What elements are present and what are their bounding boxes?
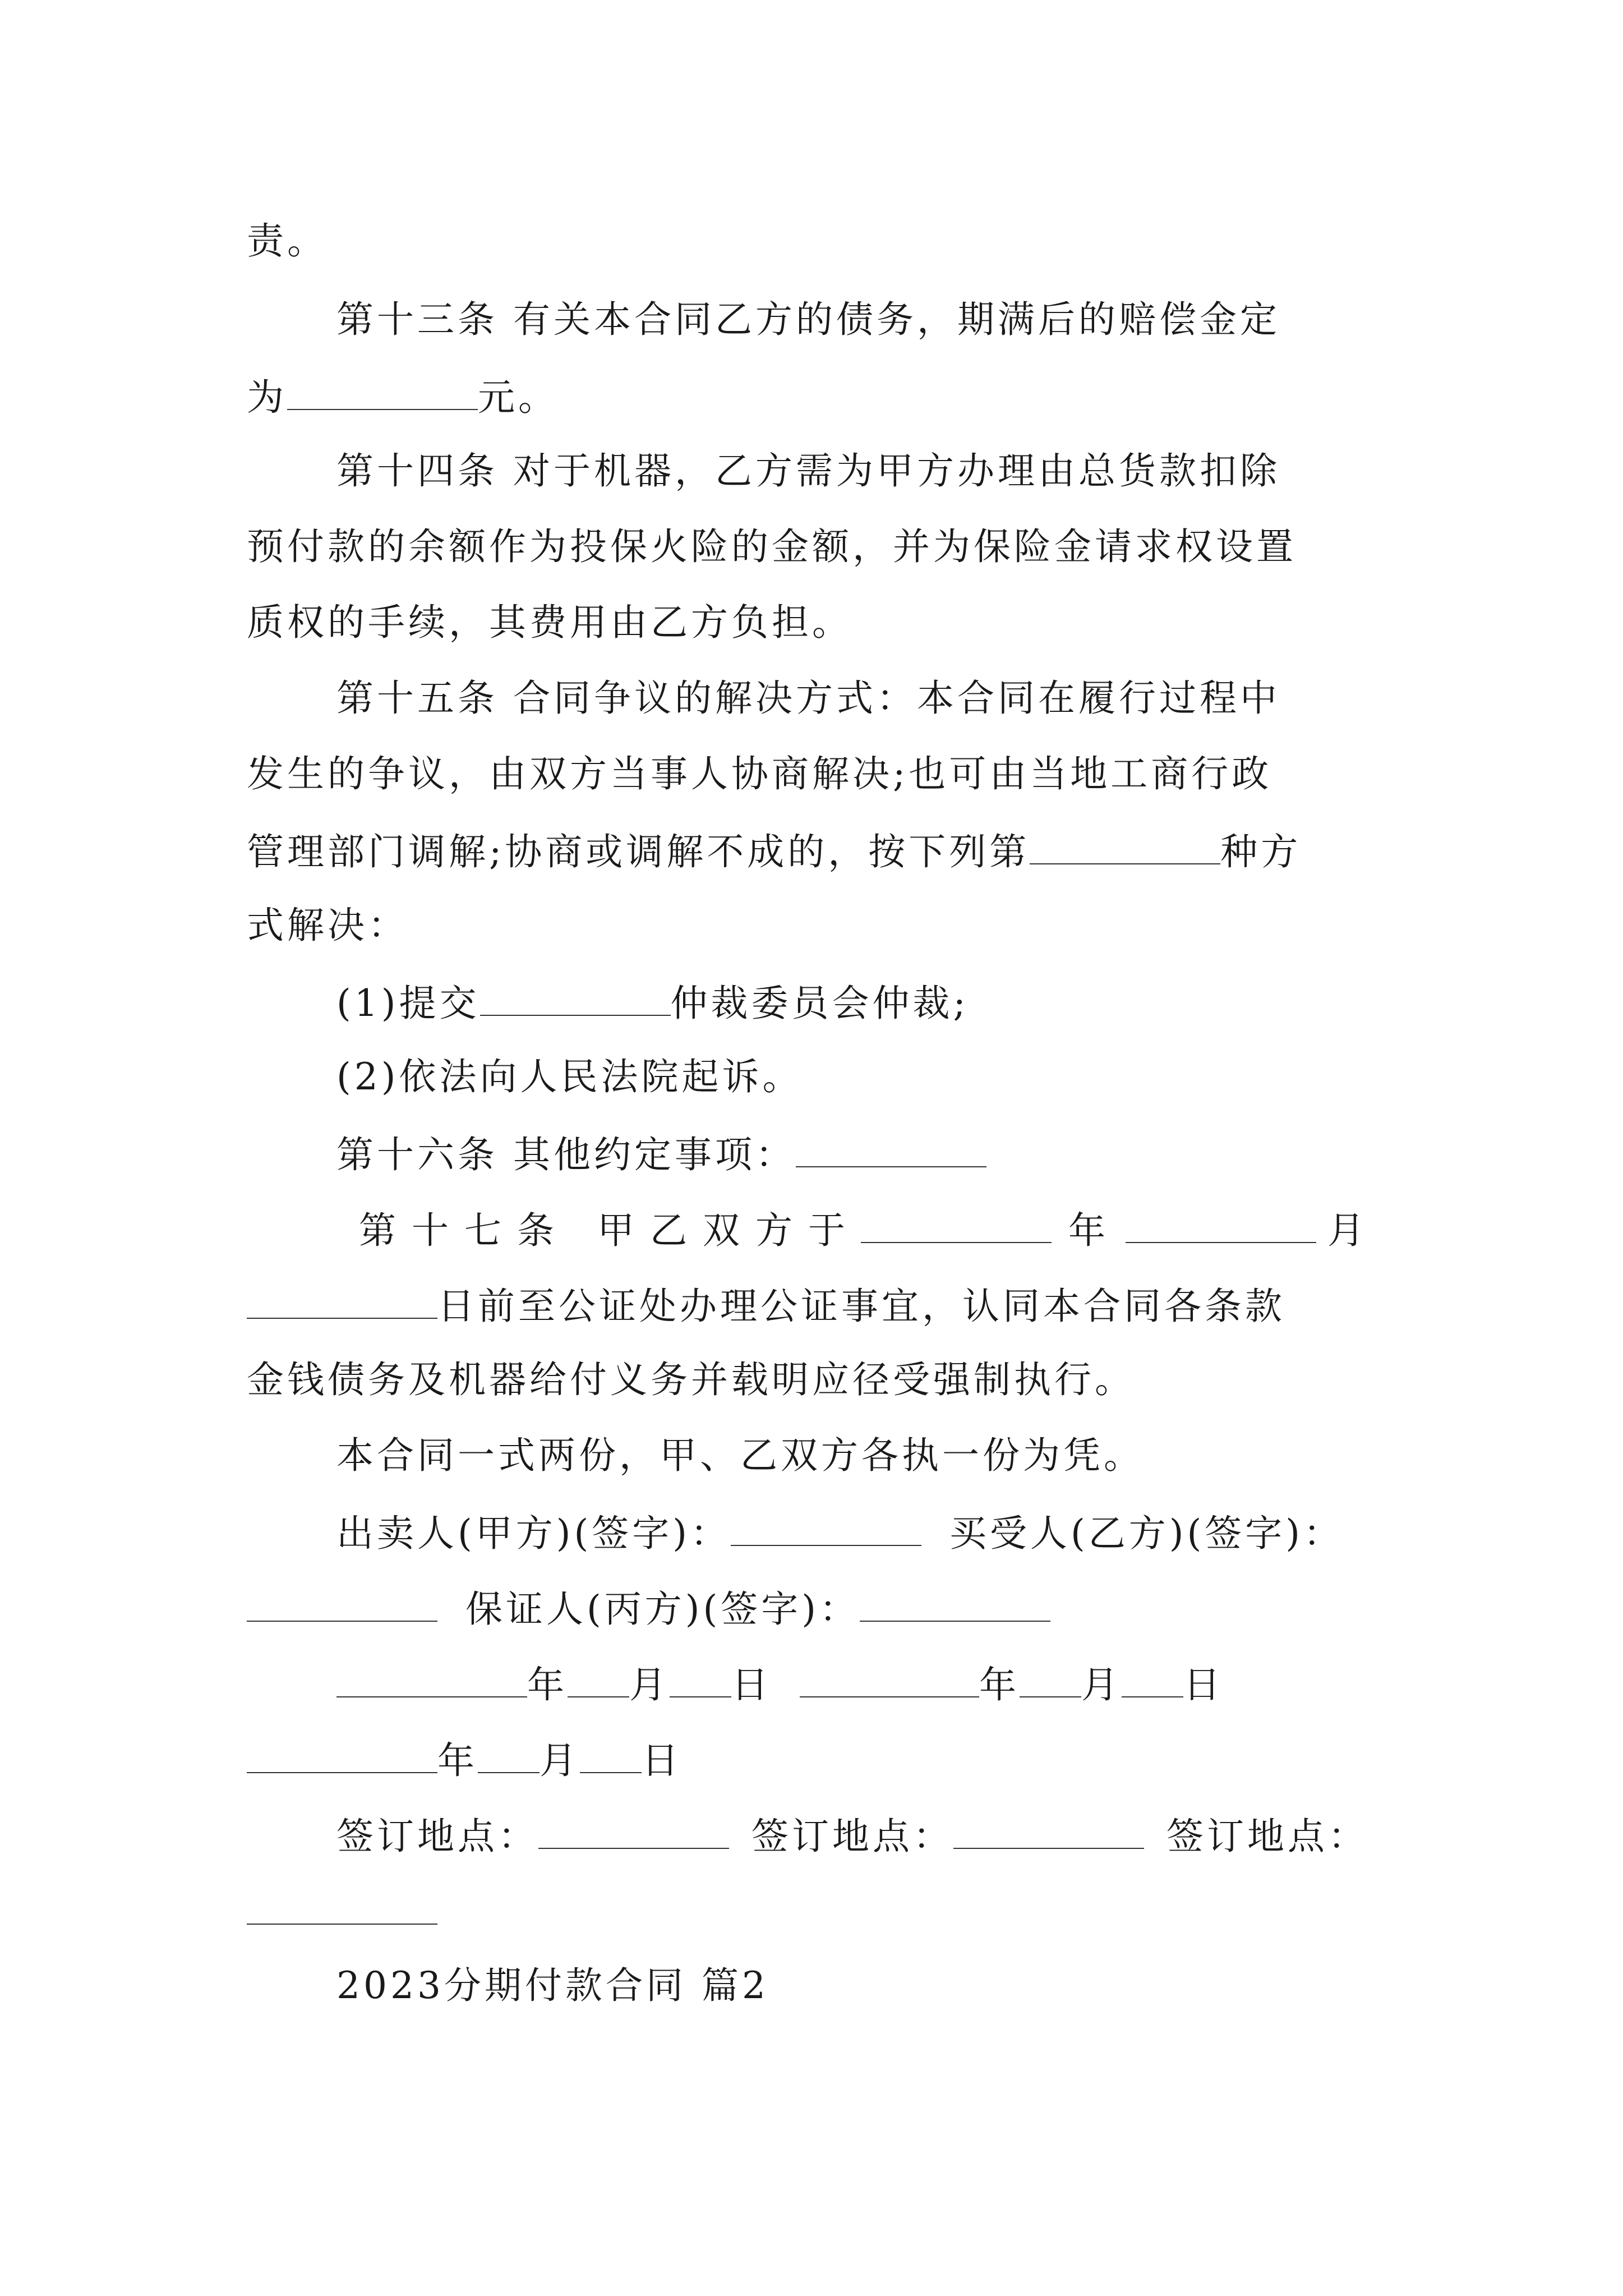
fill-blank	[247, 1888, 437, 1925]
text-line: 第十三条 有关本合同乙方的债务，期满后的赔偿金定	[336, 298, 1280, 341]
year-label: 年	[527, 1663, 568, 1706]
text-fragment: 日前至公证处办理公证事宜，认同本合同各条款	[437, 1285, 1285, 1328]
text-line: 发生的争议，由双方当事人协商解决;也可由当地工商行政	[247, 752, 1272, 795]
fill-blank	[800, 1660, 979, 1697]
text-line: 金钱债务及机器给付义务并载明应径受强制执行。	[247, 1358, 1135, 1401]
text-line	[247, 1282, 1285, 1329]
text-fragment: 签订地点：	[751, 1815, 953, 1858]
fill-blank	[247, 1585, 437, 1622]
text-fragment: 为	[247, 376, 287, 419]
text-fragment: 买受人(乙方)(签字)：	[949, 1512, 1344, 1555]
text-fragment: 第十七条 甲乙双方于	[359, 1209, 861, 1252]
fill-blank	[861, 1206, 1052, 1243]
text-fragment: 出卖人(甲方)(签字)：	[336, 1512, 731, 1555]
fill-blank	[1126, 1206, 1316, 1243]
year-label: 年	[979, 1663, 1020, 1706]
text-line: 责。	[247, 219, 328, 263]
text-fragment: 保证人(丙方)(签字)：	[465, 1588, 860, 1631]
text-line	[359, 1206, 1368, 1253]
fill-blank	[953, 1812, 1144, 1849]
text-line: 第十四条 对于机器，乙方需为甲方办理由总货款扣除	[336, 449, 1280, 493]
fill-blank	[1122, 1660, 1183, 1697]
text-fragment: 月	[1327, 1209, 1368, 1252]
text-line: (2)依法向人民法院起诉。	[336, 1055, 803, 1098]
month-label: 月	[540, 1739, 580, 1782]
text-line	[247, 1585, 1050, 1632]
day-label: 日	[642, 1739, 682, 1782]
fill-blank	[670, 1660, 731, 1697]
text-line	[336, 1130, 986, 1177]
text-line	[247, 1888, 437, 1935]
text-fragment: 年	[1068, 1209, 1109, 1252]
month-label: 月	[1081, 1663, 1122, 1706]
text-line: 本合同一式两份，甲、乙双方各执一份为凭。	[336, 1434, 1144, 1477]
fill-blank	[580, 1736, 642, 1773]
text-fragment: 管理部门调解;协商或调解不成的，按下列第	[247, 830, 1030, 873]
text-line	[336, 1509, 1344, 1556]
text-line: 预付款的余额作为投保火险的金额，并为保险金请求权设置	[247, 525, 1297, 568]
year-label: 年	[437, 1739, 478, 1782]
text-fragment: 签订地点：	[1166, 1815, 1368, 1858]
text-line: 式解决：	[247, 904, 408, 947]
day-label: 日	[1183, 1663, 1224, 1706]
text-line: 第十五条 合同争议的解决方式：本合同在履行过程中	[336, 677, 1280, 720]
text-line	[247, 373, 559, 420]
fill-blank	[478, 1736, 540, 1773]
fill-blank	[568, 1660, 629, 1697]
section-heading: 2023分期付款合同 篇2	[336, 1964, 769, 2007]
fill-blank	[1020, 1660, 1081, 1697]
day-label: 日	[731, 1663, 772, 1706]
text-line: 质权的手续，其费用由乙方负担。	[247, 601, 852, 644]
text-line	[247, 827, 1301, 875]
fill-blank	[287, 373, 478, 410]
text-line	[336, 979, 969, 1026]
fill-blank	[796, 1130, 986, 1167]
fill-blank	[247, 1736, 437, 1773]
text-line	[336, 1812, 1368, 1859]
fill-blank	[247, 1282, 437, 1319]
fill-blank	[538, 1812, 729, 1849]
text-fragment: 签订地点：	[336, 1815, 538, 1858]
date-line	[247, 1736, 682, 1783]
fill-blank	[860, 1585, 1050, 1622]
text-fragment: 仲裁委员会仲裁;	[670, 982, 969, 1025]
text-fragment: 种方	[1220, 830, 1302, 873]
text-fragment: 第十六条 其他约定事项：	[336, 1133, 796, 1176]
fill-blank	[336, 1660, 527, 1697]
text-fragment: (1)提交	[336, 982, 480, 1025]
month-label: 月	[629, 1663, 670, 1706]
fill-blank	[480, 979, 671, 1016]
text-fragment: 元。	[478, 376, 559, 419]
fill-blank	[731, 1509, 921, 1546]
fill-blank	[1030, 827, 1220, 864]
date-line	[336, 1660, 1224, 1708]
